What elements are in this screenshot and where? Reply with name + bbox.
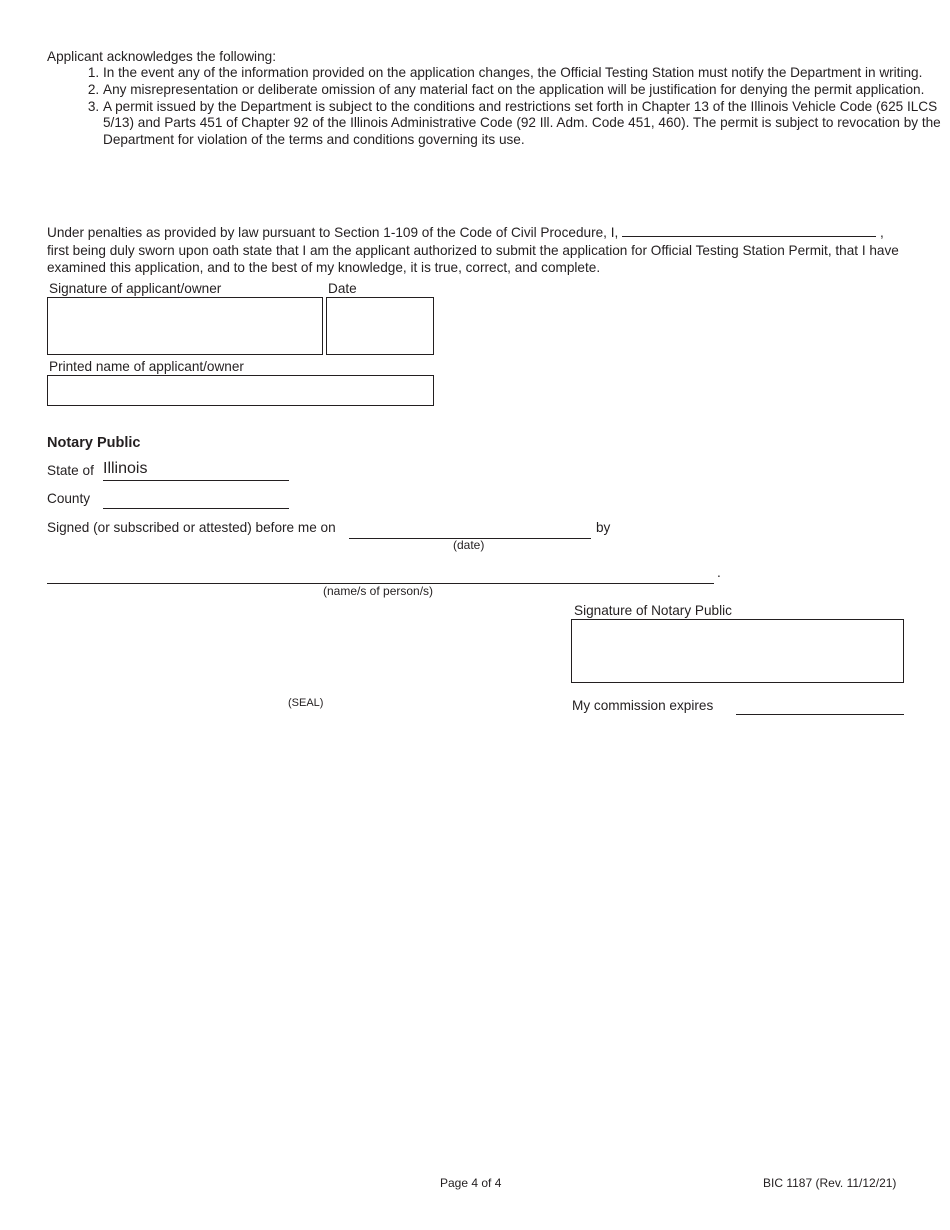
notary-signature-box[interactable] bbox=[571, 619, 904, 683]
printed-name-label: Printed name of applicant/owner bbox=[49, 359, 244, 374]
oath-text-start: Under penalties as provided by law pursuant to Section 1-109 of the Code of Civil Procedure, I, bbox=[47, 225, 619, 240]
county-field[interactable] bbox=[103, 508, 289, 509]
page-number: Page 4 of 4 bbox=[440, 1176, 502, 1190]
commission-expires-label: My commission expires bbox=[572, 698, 714, 713]
state-label: State of bbox=[47, 463, 94, 478]
applicant-signature-box[interactable] bbox=[47, 297, 323, 355]
notary-heading: Notary Public bbox=[47, 435, 141, 451]
county-label: County bbox=[47, 491, 91, 506]
date-label: Date bbox=[328, 281, 357, 296]
acknowledgment-item: 3. A permit issued by the Department is subject to the conditions and restrictions set forth in Chapter 13 of the Illinois Vehicle Code (625 ILCS 5/13) and Parts 451 of Chapter 92 of the Illinois Administrative Code (92 Ill. Adm. Code 451, 460). The permit is subject to revocation by the Department for violation of the terms and conditions governing its use. bbox=[103, 99, 950, 149]
printed-name-box[interactable] bbox=[47, 375, 434, 406]
state-value: Illinois bbox=[103, 460, 148, 477]
seal-label: (SEAL) bbox=[288, 697, 324, 709]
acknowledgment-list bbox=[47, 65, 950, 149]
signature-date-box[interactable] bbox=[326, 297, 434, 355]
acknowledgment-item: 2. Any misrepresentation or deliberate omission of any material fact on the application will be justification for denying the permit application. bbox=[103, 82, 950, 99]
oath-text-body: first being duly sworn upon oath state that I am the applicant authorized to submit the application for Official Testing Station Permit, that I have examined this application, and to the best of my knowledge, it is true, correct, and complete. bbox=[47, 242, 899, 275]
commission-expires-field[interactable] bbox=[736, 714, 904, 715]
notary-signature-label: Signature of Notary Public bbox=[574, 603, 732, 618]
applicant-signature-label: Signature of applicant/owner bbox=[49, 281, 222, 296]
affiant-name-field[interactable] bbox=[622, 224, 876, 237]
names-period: . bbox=[717, 565, 721, 580]
acknowledgment-item: 1. In the event any of the information provided on the application changes, the Official Testing Station must notify the Department in writing. bbox=[103, 65, 950, 82]
oath-paragraph bbox=[47, 224, 907, 277]
date-caption: (date) bbox=[453, 538, 485, 552]
acknowledgment-intro: Applicant acknowledges the following: bbox=[47, 49, 276, 64]
by-label: by bbox=[596, 520, 611, 535]
names-caption: (name/s of person/s) bbox=[323, 584, 434, 598]
oath-comma: , bbox=[880, 225, 884, 240]
form-id: BIC 1187 (Rev. 11/12/21) bbox=[763, 1176, 897, 1190]
state-field[interactable] bbox=[103, 480, 289, 481]
signed-before-label: Signed (or subscribed or attested) before me on bbox=[47, 520, 336, 535]
